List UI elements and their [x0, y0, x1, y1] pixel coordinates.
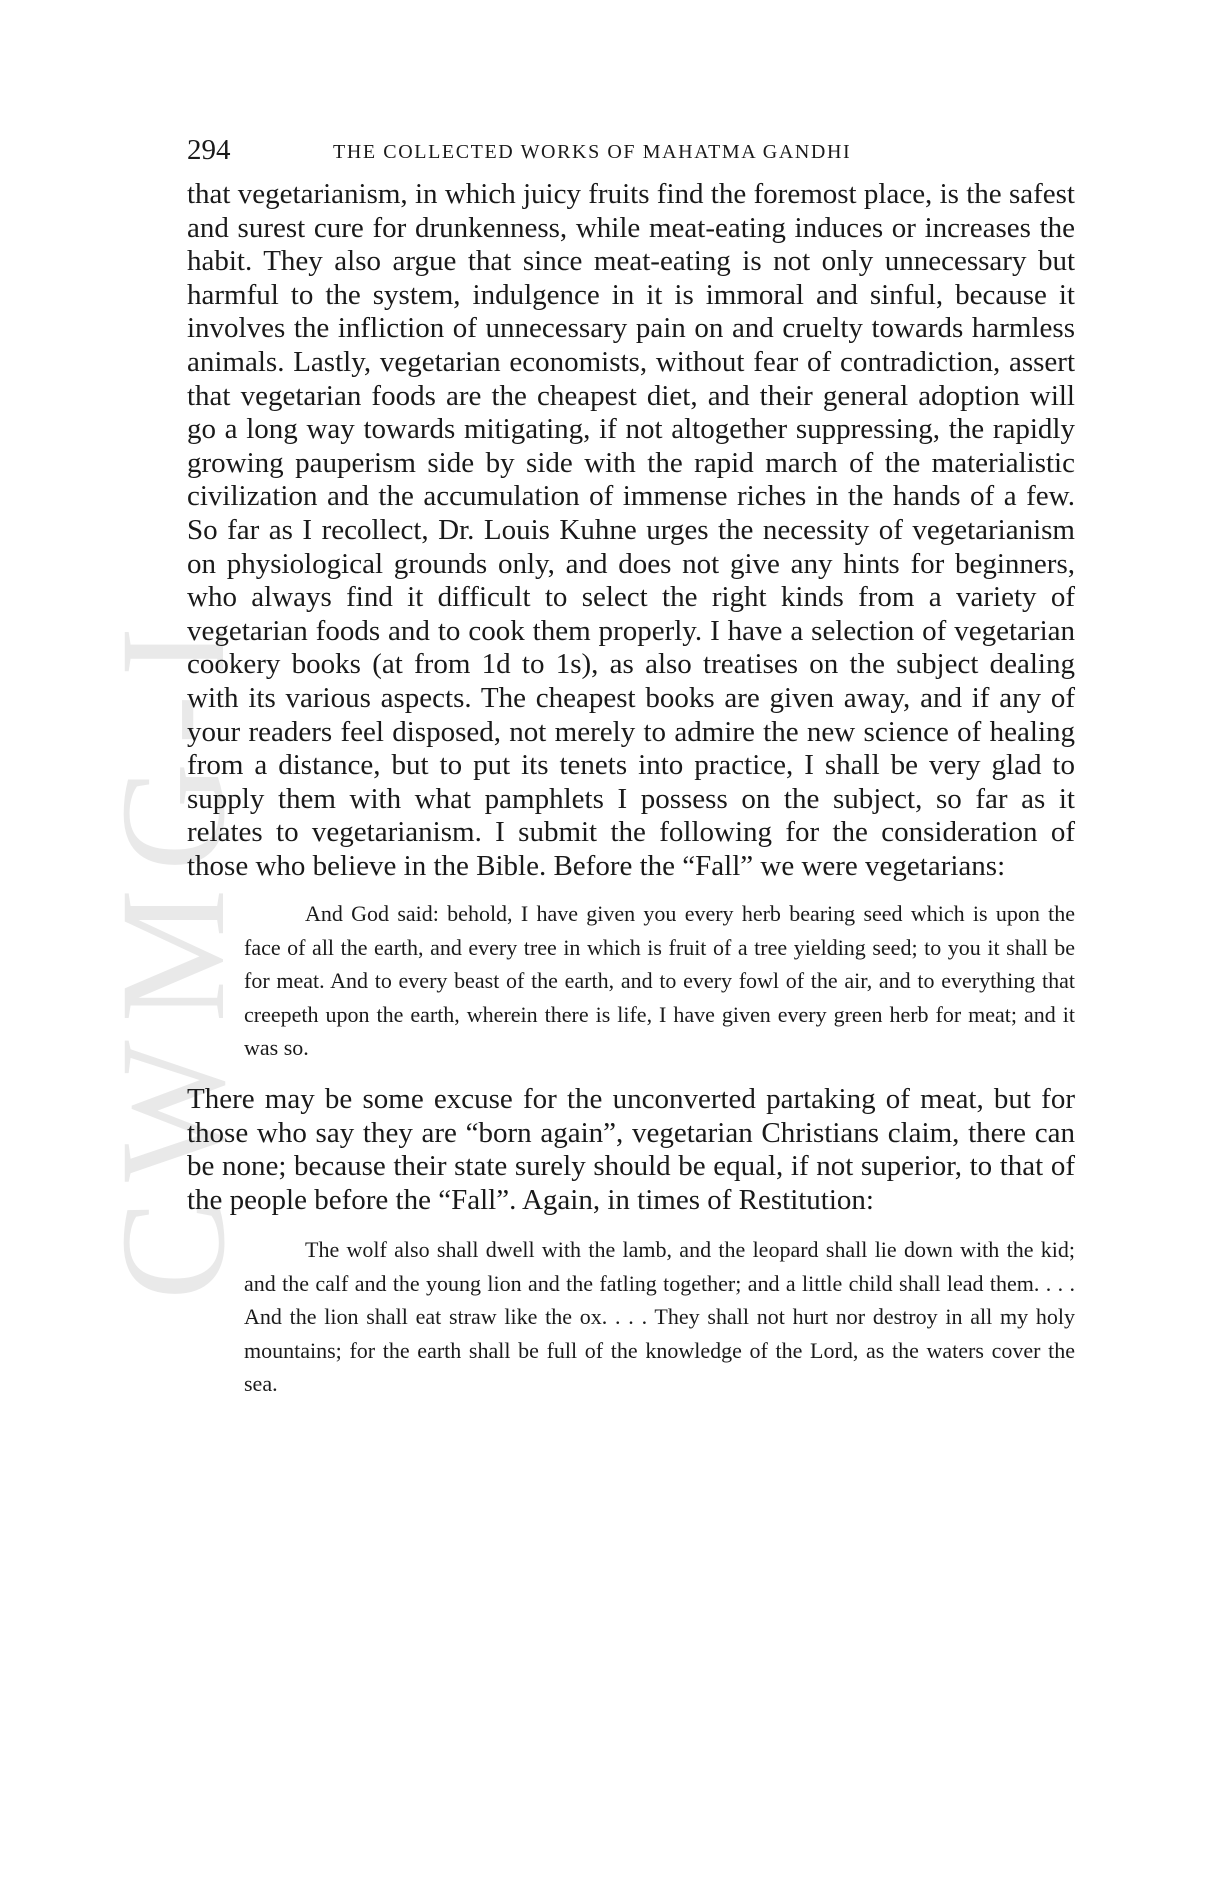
- body-paragraph: There may be some excuse for the unconverted partaking of meat, but for those who say they are “born again”, vegetarian Christians claim, there can be none; because their state surely should be equal, if not superior, to that of the people before the “Fall”. Again, in times of Restitution:: [187, 1082, 1075, 1216]
- body-paragraph: that vegetarianism, in which juicy fruits find the foremost place, is the safest and surest cure for drunkenness, while meat-eating induces or increases the habit. They also argue that since meat-eating is not only unnecessary but harmful to the system, indulgence in it is immoral and sinful, because it involves the infliction of unnecessary pain on and cruelty towards harmless animals. Lastly, vegetarian economists, without fear of contradiction, assert that vegetarian foods are the cheapest diet, and their general adoption will go a long way towards mitigating, if not altogether suppressing, the rapidly growing pauperism side by side with the rapid march of the materialistic civilization and the accumulation of immense riches in the hands of a few. So far as I recollect, Dr. Louis Kuhne urges the necessity of vegetarianism on physiological grounds only, and does not give any hints for beginners, who always find it difficult to select the right kinds from a variety of vegetarian foods and to cook them properly. I have a selection of vegetarian cookery books (at from 1d to 1s), as also treatises on the subject dealing with its various aspects. The cheapest books are given away, and if any of your readers feel disposed, not merely to admire the new science of healing from a distance, but to put its tenets into practice, I shall be very glad to supply them with what pamphlets I possess on the subject, so far as it relates to vegetarianism. I submit the following for the consideration of those who believe in the Bible. Before the “Fall” we were vegetarians:: [187, 178, 1075, 882]
- block-quote: And God said: behold, I have given you every herb bearing seed which is upon the face of all the earth, and every tree in which is fruit of a tree yielding seed; to you it shall be for meat. And to every beast of the earth, and to every fowl of the air, and to everything that creepeth upon the earth, wherein there is life, I have given every green herb for meat; and it was so.: [244, 901, 1075, 1061]
- block-quote: The wolf also shall dwell with the lamb, and the leopard shall lie down with the kid; and the calf and the young lion and the fatling together; and a little child shall lead them. . . . And the lion shall eat straw like the ox. . . . They shall not hurt nor destroy in all my holy mountains; for the earth shall be full of the knowledge of the Lord, as the waters cover the sea.: [244, 1237, 1075, 1397]
- watermark-text: CWMG-I: [90, 608, 256, 1300]
- page-header: [187, 130, 1075, 170]
- running-head: THE COLLECTED WORKS OF MAHATMA GANDHI: [333, 141, 852, 163]
- page-number: 294: [187, 134, 231, 166]
- page-content: [187, 178, 1075, 1401]
